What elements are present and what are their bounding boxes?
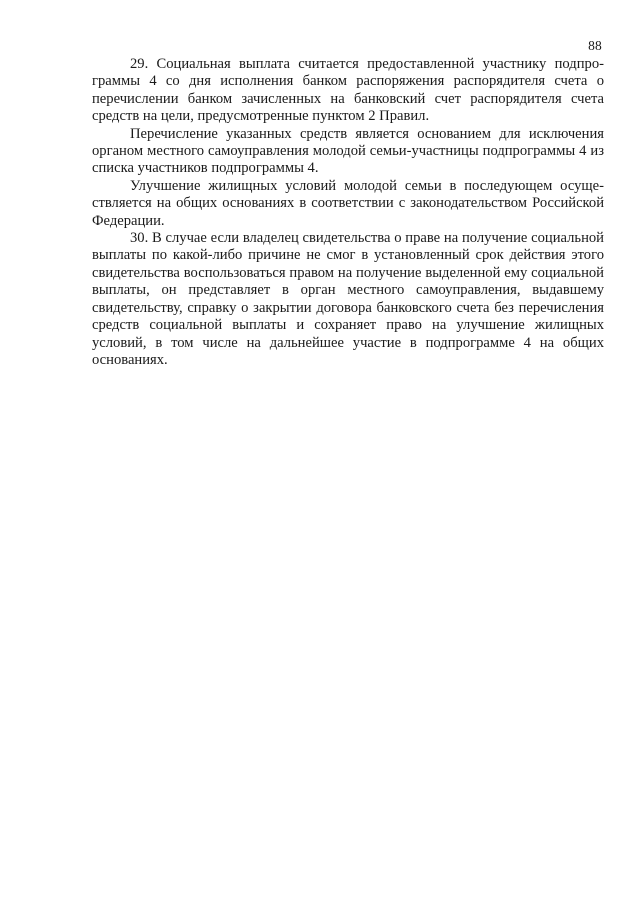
page-number: 88 bbox=[588, 38, 602, 53]
paragraph-29: 29. Социальная выплата считается предоставленной участнику подпрограммы 4 со дня исполнения банком распоряжения распорядителя счета о перечислении банком зачисленных на банковский счет распорядителя счета средств на цели, предусмотренные пунктом 2 Правил. bbox=[92, 56, 604, 125]
paragraph-30: 30. В случае если владелец свидетельства о праве на получение социальной выплаты по какой-либо причине не смог в установленный срок действия этого свидетельства воспользоваться правом на получение выделенной ему социальной выплаты, он представляет в орган местного самоуправления, выдавшему свидетельству, справку о закрытии договора банковского счета без перечисления средств социальной выплаты и сохраняет право на улучшение жилищных условий, в том числе на дальнейшее участие в подпрограмме 4 на общих основаниях. bbox=[92, 230, 604, 368]
paragraph-housing-improvement: Улучшение жилищных условий молодой семьи в последующем осуществляется на общих основаниях в соответствии с законодательством Российской Федерации. bbox=[92, 177, 604, 229]
paragraph-transfer-basis: Перечисление указанных средств является основанием для исключения органом местного самоуправления молодой семьи-участницы подпрограммы 4 из списка участников подпрограммы 4. bbox=[92, 125, 604, 177]
document-body bbox=[92, 56, 604, 369]
